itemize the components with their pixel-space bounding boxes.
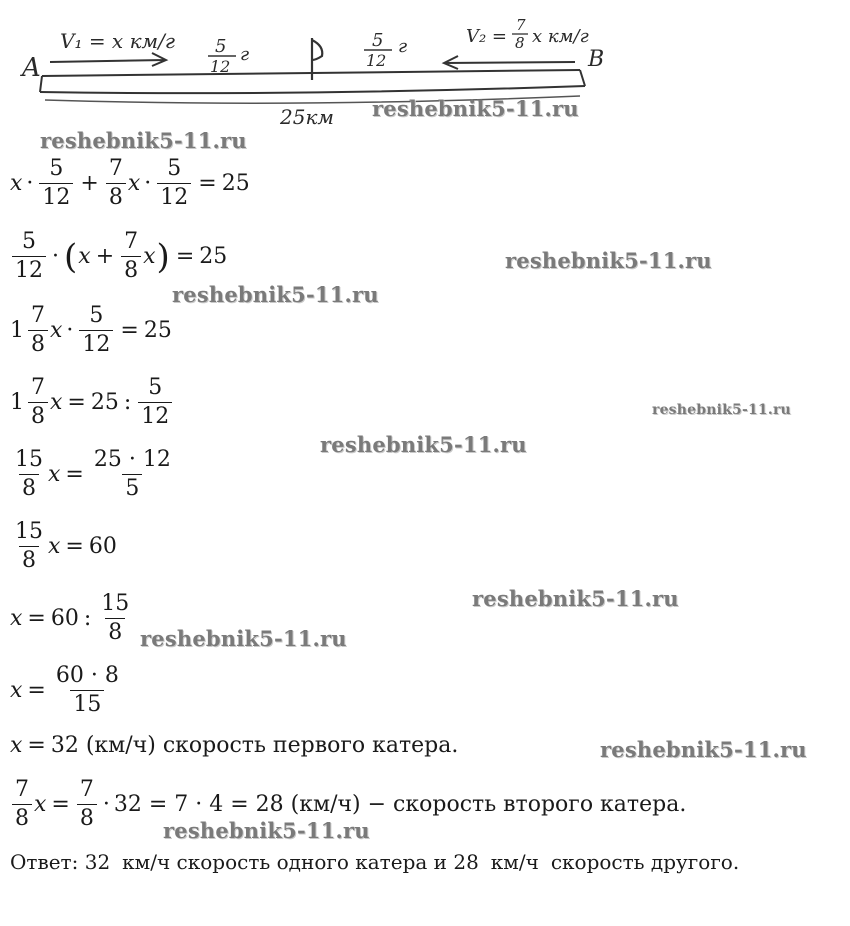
distance-label: 25км	[280, 105, 334, 129]
equation-line-3: 1 $\frac{7}{8}$ x · $\frac{5}{12}$ = 25	[10, 303, 172, 357]
rhs: 25	[143, 318, 172, 343]
t2-unit: г	[398, 36, 408, 57]
fraction: $\frac{5}{12}$	[157, 155, 191, 212]
fraction: $\frac{25 \cdot 12}{5}$	[93, 447, 171, 501]
fraction: $\frac{7}{8}$	[28, 374, 48, 431]
equation-line-8: x = $\frac{60 \cdot 8}{15}$	[10, 662, 124, 719]
equation-line-7: x = 60 : $\frac{15}{8}$	[10, 590, 134, 647]
point-a-label: A	[22, 53, 41, 83]
fraction: $\frac{5}{12}$	[39, 155, 73, 212]
watermark: reshebnik5-11.ru	[652, 402, 791, 418]
fraction: $\frac{5}{12}$	[138, 374, 172, 431]
t1-unit: г	[240, 44, 250, 65]
fraction: $\frac{5}{12}$	[12, 228, 46, 285]
watermark: reshebnik5-11.ru	[372, 96, 579, 121]
equation-line-4: 1 $\frac{7}{8}$ x = 25 : $\frac{5}{12}$	[10, 374, 174, 431]
var-x: x	[50, 318, 63, 343]
fraction: $\frac{15}{8}$	[15, 519, 43, 573]
fraction: $\frac{7}{8}$	[28, 302, 48, 359]
fraction: $\frac{60 \cdot 8}{15}$	[55, 663, 119, 717]
var-x: x	[10, 606, 23, 631]
watermark: reshebnik5-11.ru	[172, 282, 379, 307]
v1-label: V₁ = x км/г	[60, 29, 175, 53]
fraction: $\frac{15}{8}$	[15, 447, 43, 501]
var-x: x	[10, 678, 23, 703]
var-x: x	[34, 792, 47, 817]
t2-num: 5	[372, 30, 384, 51]
var-x: x	[10, 733, 23, 758]
point-b-label: B	[588, 47, 605, 72]
v2-num: 7	[516, 16, 526, 34]
rhs: 25	[221, 171, 250, 196]
fraction: $\frac{5}{12}$	[79, 302, 113, 359]
answer-line: Ответ: 32 км/ч скорость одного катера и 28 км/ч скорость другого.	[10, 850, 740, 874]
equation-line-2: $\frac{5}{12}$ · ( x + $\frac{7}{8}$ x ) = 25	[10, 228, 227, 285]
watermark: reshebnik5-11.ru	[40, 128, 247, 153]
equation-line-10: $\frac{7}{8}$ x = $\frac{7}{8}$ · 32 = 7 · 4 = 28 (км/ч) − скорость второго катера.	[10, 776, 686, 833]
segment-line-bottom	[40, 86, 585, 93]
fraction: $\frac{7}{8}$	[77, 776, 97, 833]
result-text: 32 = 7 · 4 = 28 (км/ч) − скорость второго катера.	[113, 792, 687, 817]
fraction: $\frac{7}{8}$	[121, 228, 141, 285]
var-x: x	[48, 534, 61, 559]
equation-line-1: x · $\frac{5}{12}$ + $\frac{7}{8}$ x · $\frac{5}{12}$ = 25	[10, 156, 250, 210]
equation-line-9: x = 32 (км/ч) скорость первого катера.	[10, 733, 459, 758]
equation-line-6: $\frac{15}{8}$ x = 60	[10, 518, 117, 575]
v2-prefix: V₂ =	[466, 26, 508, 47]
v2-suffix: x км/г	[532, 26, 589, 47]
fraction: $\frac{7}{8}$	[12, 776, 32, 833]
watermark: reshebnik5-11.ru	[140, 626, 347, 651]
rhs: 25	[199, 244, 228, 269]
watermark: reshebnik5-11.ru	[163, 818, 370, 843]
t1-den: 12	[210, 57, 231, 76]
equation-line-5: $\frac{15}{8}$ x = $\frac{25 \cdot 12}{5}$	[10, 446, 176, 503]
fraction: $\frac{7}{8}$	[106, 155, 126, 212]
watermark: reshebnik5-11.ru	[320, 432, 527, 457]
v2-den: 8	[515, 34, 525, 52]
var-x: x	[143, 244, 156, 269]
var-x: x	[48, 462, 61, 487]
t1-num: 5	[215, 36, 227, 57]
var-x: x	[78, 244, 91, 269]
watermark: reshebnik5-11.ru	[600, 737, 807, 762]
fraction: $\frac{15}{8}$	[101, 591, 130, 645]
result-text: 32 (км/ч) скорость первого катера.	[50, 733, 459, 758]
watermark: reshebnik5-11.ru	[505, 248, 712, 273]
watermark: reshebnik5-11.ru	[472, 586, 679, 611]
arrow-left-icon	[444, 56, 575, 69]
var-x: x	[50, 390, 63, 415]
var-x: x	[10, 171, 23, 196]
arrow-right-icon	[50, 53, 166, 66]
var-x: x	[127, 171, 141, 196]
t2-den: 12	[366, 51, 387, 70]
